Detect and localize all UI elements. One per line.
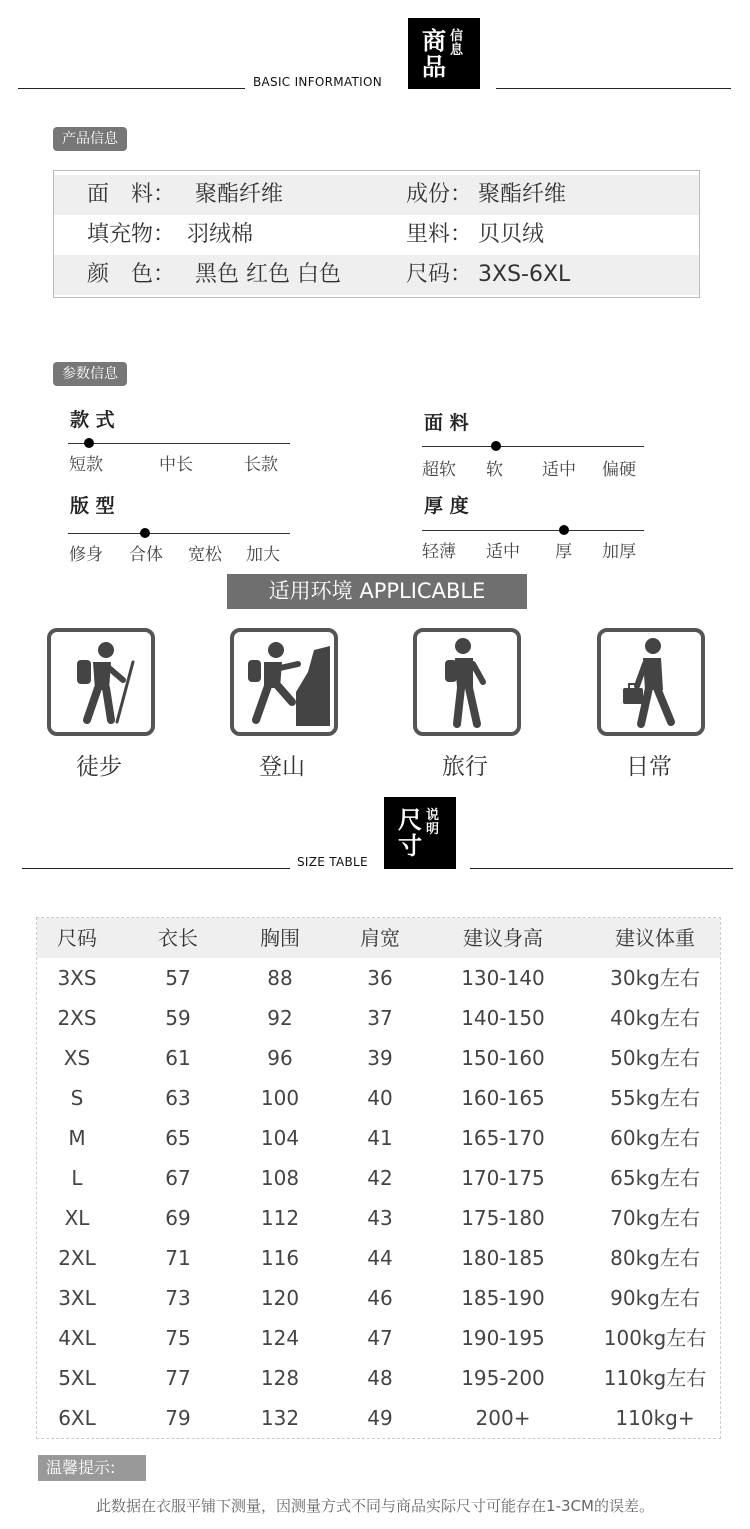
table-cell: 40 — [367, 1086, 393, 1110]
table-cell: 65 — [165, 1126, 191, 1150]
table-cell: 112 — [260, 1206, 300, 1230]
info-value: 聚酯纤维 — [195, 182, 284, 207]
info-label: 颜 色： — [87, 262, 176, 287]
table-cell: 96 — [267, 1046, 293, 1070]
basic-info-title-big: 商品 — [422, 27, 446, 81]
param-title: 款 式 — [70, 409, 115, 431]
param-title: 版 型 — [70, 495, 115, 517]
info-row — [54, 215, 699, 255]
param-option: 加厚 — [602, 542, 636, 562]
column-header: 肩宽 — [360, 926, 400, 950]
table-cell: 47 — [367, 1326, 393, 1350]
param-scale — [68, 533, 290, 534]
env-label-travel: 旅行 — [442, 754, 488, 780]
size-header-line-left — [22, 868, 290, 869]
table-cell: 40kg左右 — [610, 1006, 700, 1030]
table-cell: 50kg左右 — [610, 1046, 700, 1070]
table-cell: 200+ — [475, 1406, 531, 1430]
param-option: 软 — [486, 460, 503, 480]
product-info-table — [53, 170, 700, 298]
table-row — [37, 1158, 720, 1198]
size-title-big: 尺寸 — [398, 806, 422, 860]
table-cell: 100 — [260, 1086, 300, 1110]
env-label-climbing: 登山 — [259, 754, 305, 780]
table-cell: 165-170 — [461, 1126, 545, 1150]
param-selected-dot — [140, 528, 150, 538]
size-title-box — [384, 797, 456, 869]
table-cell: 90kg左右 — [610, 1286, 700, 1310]
table-cell: 128 — [260, 1366, 300, 1390]
table-cell: 41 — [367, 1126, 393, 1150]
param-option: 轻薄 — [422, 542, 456, 562]
table-row — [37, 1078, 720, 1118]
table-row — [37, 1038, 720, 1078]
env-label-daily: 日常 — [626, 754, 672, 780]
param-option: 适中 — [486, 542, 520, 562]
table-row — [37, 1398, 720, 1438]
table-cell: 70kg左右 — [610, 1206, 700, 1230]
table-cell: 150-160 — [461, 1046, 545, 1070]
table-cell: 75 — [165, 1326, 191, 1350]
table-cell: 4XL — [58, 1326, 96, 1350]
table-cell: 80kg左右 — [610, 1246, 700, 1270]
basic-info-title-box — [408, 18, 480, 89]
table-cell: 170-175 — [461, 1166, 545, 1190]
info-value: 黑色 红色 白色 — [195, 262, 341, 287]
table-cell: 61 — [165, 1046, 191, 1070]
table-row — [37, 1198, 720, 1238]
basic-info-subtitle: BASIC INFORMATION — [253, 75, 383, 89]
column-header: 建议身高 — [463, 926, 543, 950]
table-cell: 185-190 — [461, 1286, 545, 1310]
table-cell: 116 — [260, 1246, 300, 1270]
table-cell: 49 — [367, 1406, 393, 1430]
table-cell: XL — [64, 1206, 90, 1230]
table-cell: XS — [63, 1046, 91, 1070]
table-cell: 60kg左右 — [610, 1126, 700, 1150]
table-cell: 180-185 — [461, 1246, 545, 1270]
table-cell: L — [71, 1166, 83, 1190]
table-cell: 43 — [367, 1206, 393, 1230]
param-option: 加大 — [246, 545, 280, 565]
table-cell: 5XL — [58, 1366, 96, 1390]
table-row — [37, 1118, 720, 1158]
table-cell: 160-165 — [461, 1086, 545, 1110]
table-cell: 42 — [367, 1166, 393, 1190]
table-cell: 30kg左右 — [610, 966, 700, 990]
info-label: 面 料： — [87, 182, 176, 207]
table-cell: 71 — [165, 1246, 191, 1270]
param-option: 厚 — [555, 542, 572, 562]
table-row — [37, 1278, 720, 1318]
env-label-hiking: 徒步 — [76, 754, 122, 780]
column-header: 胸围 — [260, 926, 300, 950]
commute-icon — [597, 628, 705, 736]
table-cell: 37 — [367, 1006, 393, 1030]
table-cell: 110kg左右 — [603, 1366, 707, 1390]
size-table-subtitle: SIZE TABLE — [297, 855, 368, 869]
param-title: 厚 度 — [424, 495, 469, 517]
travel-icon — [413, 628, 521, 736]
param-selected-dot — [84, 438, 94, 448]
param-scale — [68, 443, 290, 444]
climbing-icon — [230, 628, 338, 736]
param-selected-dot — [491, 441, 501, 451]
param-option: 中长 — [159, 455, 193, 475]
table-cell: 175-180 — [461, 1206, 545, 1230]
param-option: 合体 — [129, 545, 163, 565]
column-header: 衣长 — [158, 926, 198, 950]
info-value: 3XS-6XL — [478, 262, 571, 287]
table-cell: M — [68, 1126, 86, 1150]
param-selected-dot — [559, 525, 569, 535]
table-cell: 108 — [260, 1166, 300, 1190]
table-cell: 2XS — [57, 1006, 97, 1030]
param-option: 修身 — [69, 545, 103, 565]
table-cell: 120 — [260, 1286, 300, 1310]
table-cell: 48 — [367, 1366, 393, 1390]
param-option: 偏硬 — [602, 460, 636, 480]
table-cell: 65kg左右 — [610, 1166, 700, 1190]
table-cell: 57 — [165, 966, 191, 990]
table-cell: 92 — [267, 1006, 293, 1030]
info-value: 羽绒棉 — [187, 222, 254, 247]
table-cell: 190-195 — [461, 1326, 545, 1350]
measurement-note: 此数据在衣服平铺下测量，因测量方式不同与商品实际尺寸可能存在1-3CM的误差。 — [96, 1497, 654, 1515]
param-scale — [422, 530, 644, 531]
param-scale — [422, 446, 644, 447]
product-info-tag: 产品信息 — [53, 127, 127, 151]
header-line-left — [18, 88, 245, 89]
param-info-tag: 参数信息 — [53, 362, 127, 386]
size-table-header — [37, 918, 720, 958]
table-cell: 59 — [165, 1006, 191, 1030]
param-option: 适中 — [542, 460, 576, 480]
size-header-line-right — [470, 868, 733, 869]
table-cell: 195-200 — [461, 1366, 545, 1390]
param-option: 宽松 — [188, 545, 222, 565]
table-cell: 44 — [367, 1246, 393, 1270]
info-row — [54, 175, 699, 215]
info-label: 填充物： — [87, 222, 176, 247]
size-table — [36, 917, 721, 1439]
table-cell: 140-150 — [461, 1006, 545, 1030]
size-title-small: 说明 — [426, 808, 440, 837]
column-header: 尺码 — [57, 926, 97, 950]
param-option: 短款 — [69, 455, 103, 475]
info-row — [54, 255, 699, 295]
info-label: 里料： — [406, 222, 473, 247]
table-cell: 69 — [165, 1206, 191, 1230]
hiking-icon — [47, 628, 155, 736]
table-cell: 100kg左右 — [603, 1326, 707, 1350]
tip-tag: 温馨提示: — [38, 1455, 146, 1481]
table-cell: 46 — [367, 1286, 393, 1310]
info-value: 贝贝绒 — [478, 222, 545, 247]
table-cell: 124 — [260, 1326, 300, 1350]
header-line-right — [496, 88, 731, 89]
table-cell: 39 — [367, 1046, 393, 1070]
table-cell: 36 — [367, 966, 393, 990]
info-value: 聚酯纤维 — [478, 182, 567, 207]
table-cell: 132 — [260, 1406, 300, 1430]
table-cell: 79 — [165, 1406, 191, 1430]
applicable-banner: 适用环境 APPLICABLE — [227, 574, 527, 609]
table-row — [37, 998, 720, 1038]
table-row — [37, 1318, 720, 1358]
table-cell: 110kg+ — [615, 1406, 695, 1430]
param-option: 长款 — [244, 455, 278, 475]
table-row — [37, 1238, 720, 1278]
table-cell: 6XL — [58, 1406, 96, 1430]
table-cell: 2XL — [58, 1246, 96, 1270]
info-label: 成份： — [406, 182, 473, 207]
table-cell: 3XL — [58, 1286, 96, 1310]
param-title: 面 料 — [424, 412, 469, 434]
table-cell: 67 — [165, 1166, 191, 1190]
info-label: 尺码： — [406, 262, 473, 287]
table-row — [37, 958, 720, 998]
table-cell: 55kg左右 — [610, 1086, 700, 1110]
table-cell: 73 — [165, 1286, 191, 1310]
table-cell: 88 — [267, 966, 293, 990]
table-cell: 130-140 — [461, 966, 545, 990]
basic-info-title-small: 信息 — [450, 29, 464, 58]
table-cell: 3XS — [57, 966, 97, 990]
table-row — [37, 1358, 720, 1398]
param-option: 超软 — [422, 460, 456, 480]
table-cell: S — [70, 1086, 84, 1110]
table-cell: 63 — [165, 1086, 191, 1110]
column-header: 建议体重 — [615, 926, 695, 950]
table-cell: 104 — [260, 1126, 300, 1150]
table-cell: 77 — [165, 1366, 191, 1390]
